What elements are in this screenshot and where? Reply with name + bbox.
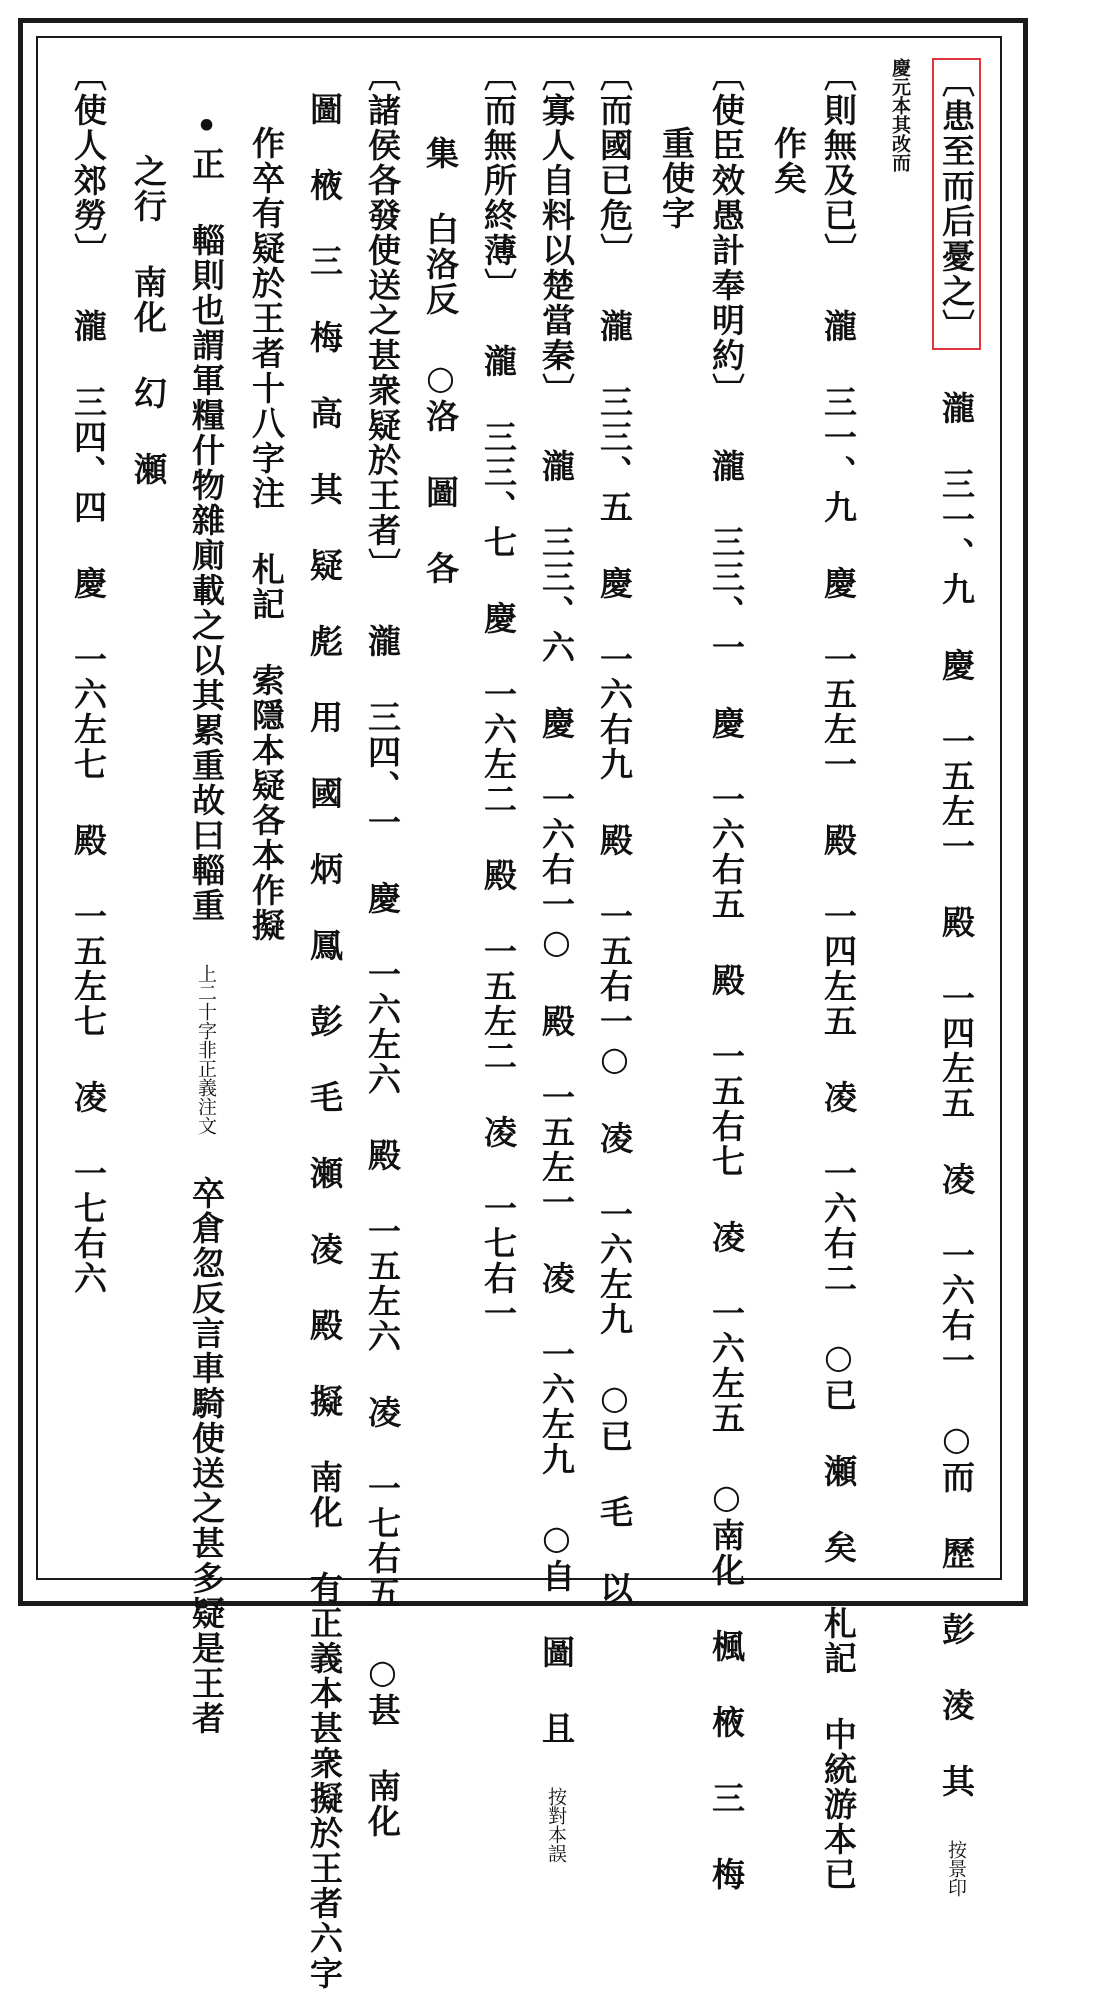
text-column-4: 作矣 (769, 126, 808, 196)
text-column-14 (187, 106, 226, 1736)
text-column-11: 〔諸侯各發使送之甚衆疑於王者〕 瀧 三四、一 慶 一六左六 殿 一五左六 凌 一七右五 ○甚 南化 (363, 58, 402, 1839)
text-column-9: 〔而無所終薄〕 瀧 三三、七 慶 一六左二 殿 一五左二 凌 一七右一 (479, 58, 518, 1331)
column-main: 〔寡人自料以楚當秦〕 瀧 三三、六 慶 一六右一○ 殿 一五左一 凌 一六左九 ○自 圖 且 (537, 58, 576, 1787)
highlighted-heading: 〔患至而后憂之〕 (932, 58, 981, 350)
column-main: •正 輜則也謂軍糧什物雜廁載之以其累重故曰輜重 (187, 106, 226, 964)
column-tail: 卒倉忽反言車騎使送之甚多疑是王者 (187, 1176, 226, 1736)
column-note: 按景印 (945, 1840, 967, 1897)
text-column-5: 〔使臣效愚計奉明約〕 瀧 三三、一 慶 一六右五 殿 一五右七 凌 一六左五 ○南化 楓 棭 三 梅 (707, 58, 746, 1892)
text-column-3: 〔則無及已〕 瀧 三一、九 慶 一五左一 殿 一四左五 凌 一六右二 ○已 瀬 矣 札記 中統游本已 (819, 58, 858, 1892)
text-column-13: 作卒有疑於王者十八字注 札記 索隱本疑各本作擬 (247, 126, 286, 943)
text-column-1 (937, 58, 976, 1897)
column-note: 上二十字非正義注文 (195, 964, 217, 1135)
text-column-15: 之行 南化 幻 瀬 (129, 154, 168, 487)
text-column-8 (537, 58, 576, 1863)
text-column-2: 慶元本其改而 (889, 58, 911, 172)
text-column-6: 重使字 (657, 126, 696, 231)
text-column-7: 〔而國已危〕 瀧 三三、五 慶 一六右九 殿 一五右一○ 凌 一六左九 ○已 毛 以 (595, 58, 634, 1606)
collation-text-block (60, 58, 990, 1991)
text-column-10: 集 白洛反 ○洛 圖 各 (421, 136, 460, 586)
column-rest: 瀧 三一、九 慶 一五左一 殿 一四左五 凌 一六右一 ○而 歷 彭 淩 其 (937, 391, 976, 1840)
text-column-12: 圖 棭 三 梅 高 其 疑 彪 用 國 炳 鳳 彭 毛 瀬 凌 殿 擬 南化 有正義本甚衆擬於王者六字 (305, 92, 344, 1991)
column-note: 按對本誤 (545, 1787, 567, 1863)
text-column-16: 〔使人郊勞〕 瀧 三四、四 慶 一六左七 殿 一五左七 凌 一七右六 (69, 58, 108, 1296)
